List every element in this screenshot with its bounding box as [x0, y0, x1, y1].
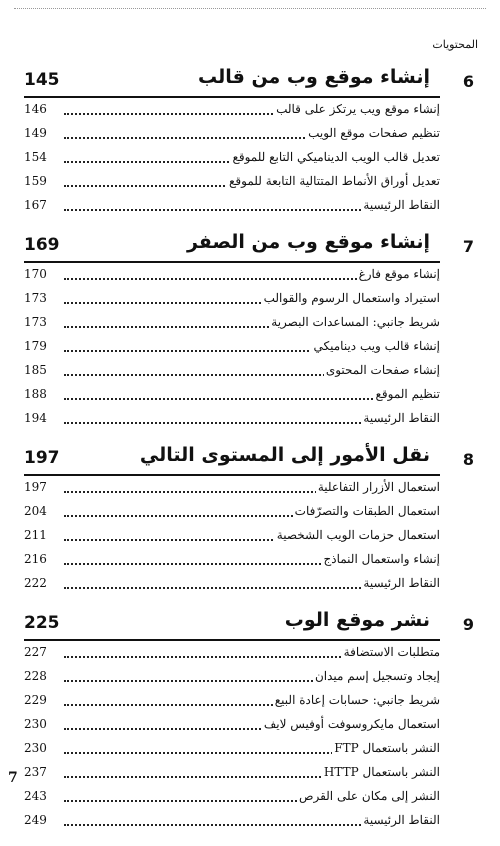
chapter-number: 6 [462, 72, 474, 91]
toc-entry[interactable] [20, 761, 480, 785]
entry-page: 149 [24, 126, 47, 140]
entry-title: استيراد واستعمال الرسوم والقوالب [263, 291, 440, 305]
chapter-heading[interactable] [20, 231, 480, 261]
entry-page: 228 [24, 669, 47, 683]
entry-page: 173 [24, 291, 47, 305]
entry-page: 243 [24, 789, 47, 803]
toc-entry[interactable] [20, 737, 480, 761]
toc-entry[interactable] [20, 548, 480, 572]
chapter-heading[interactable] [20, 444, 480, 474]
toc-entry[interactable] [20, 146, 480, 170]
toc-entry[interactable] [20, 383, 480, 407]
chapter-page: 145 [24, 70, 60, 90]
chapter-page: 197 [24, 448, 60, 468]
chapter-entries [20, 98, 480, 218]
entry-title: استعمال الأزرار التفاعلية [317, 480, 440, 494]
entry-page: 167 [24, 198, 47, 212]
entry-page: 173 [24, 315, 47, 329]
chapter-number: 7 [462, 237, 474, 256]
chapter-entries [20, 476, 480, 596]
toc-entry[interactable] [20, 194, 480, 218]
chapter-6 [20, 66, 480, 218]
entry-page: 249 [24, 813, 47, 827]
toc-entry[interactable] [20, 122, 480, 146]
entry-title: النشر باستعمال HTTP [323, 765, 440, 779]
toc-entry[interactable] [20, 572, 480, 596]
toc-entry[interactable] [20, 311, 480, 335]
entry-title: تنظيم الموقع [375, 387, 440, 401]
entry-page: 227 [24, 645, 47, 659]
entry-title: استعمال مايكروسوفت أوفيس لايف [263, 717, 440, 731]
entry-page: 197 [24, 480, 47, 494]
entry-page: 185 [24, 363, 47, 377]
entry-page: 211 [24, 528, 47, 542]
entry-title: إنشاء موقع فارغ [358, 267, 440, 281]
table-of-contents [20, 66, 480, 846]
toc-entry[interactable] [20, 500, 480, 524]
toc-entry[interactable] [20, 665, 480, 689]
toc-entry[interactable] [20, 713, 480, 737]
entry-title: إنشاء صفحات المحتوى [325, 363, 440, 377]
entry-page: 194 [24, 411, 47, 425]
entry-title: إيجاد وتسجيل إسم ميدان [314, 669, 440, 683]
entry-title: إنشاء موقع ويب يرتكز على قالب [276, 102, 440, 116]
toc-entry[interactable] [20, 641, 480, 665]
chapter-number: 8 [462, 450, 474, 469]
entry-page: 230 [24, 741, 47, 755]
entry-title: إنشاء قالب ويب ديناميكي [313, 339, 440, 353]
entry-title: النقاط الرئيسية [363, 813, 440, 827]
entry-title: تعديل قالب الويب الديناميكي التابع للموقع [232, 150, 440, 164]
toc-entry[interactable] [20, 287, 480, 311]
entry-page: 237 [24, 765, 47, 779]
entry-page: 222 [24, 576, 47, 590]
toc-entry[interactable] [20, 407, 480, 431]
entry-page: 179 [24, 339, 47, 353]
chapter-entries [20, 263, 480, 431]
entry-title: النقاط الرئيسية [363, 198, 440, 212]
entry-page: 204 [24, 504, 47, 518]
chapter-title: إنشاء موقع وب من الصفر [186, 231, 430, 253]
toc-entry[interactable] [20, 476, 480, 500]
chapter-title: إنشاء موقع وب من قالب [198, 66, 430, 88]
chapter-page: 225 [24, 613, 60, 633]
chapter-7 [20, 231, 480, 431]
chapter-title: نقل الأمور إلى المستوى التالي [139, 444, 430, 466]
entry-title: استعمال حزمات الويب الشخصية [276, 528, 440, 542]
toc-entry[interactable] [20, 335, 480, 359]
entry-title: إنشاء واستعمال النماذج [323, 552, 440, 566]
chapter-heading[interactable] [20, 66, 480, 96]
entry-page: 229 [24, 693, 47, 707]
chapter-entries [20, 641, 480, 833]
entry-title: تعديل أوراق الأنماط المتتالية التابعة للموقع [229, 174, 440, 188]
chapter-number: 9 [462, 615, 474, 634]
chapter-title: نشر موقع الوب [284, 609, 430, 631]
entry-title: متطلبات الاستضافة [343, 645, 440, 659]
toc-entry[interactable] [20, 809, 480, 833]
entry-page: 216 [24, 552, 47, 566]
entry-title: استعمال الطبقات والتصرّفات [294, 504, 440, 518]
chapter-heading[interactable] [20, 609, 480, 639]
toc-entry[interactable] [20, 785, 480, 809]
toc-entry[interactable] [20, 359, 480, 383]
entry-page: 188 [24, 387, 47, 401]
toc-entry[interactable] [20, 98, 480, 122]
toc-entry[interactable] [20, 689, 480, 713]
chapter-9 [20, 609, 480, 833]
entry-title: تنظيم صفحات موقع الويب [308, 126, 440, 140]
entry-title: النقاط الرئيسية [363, 411, 440, 425]
toc-entry[interactable] [20, 263, 480, 287]
entry-page: 230 [24, 717, 47, 731]
entry-title: النقاط الرئيسية [363, 576, 440, 590]
running-header: المحتويات [432, 38, 478, 51]
entry-title: شريط جانبي: المساعدات البصرية [271, 315, 440, 329]
entry-page: 154 [24, 150, 47, 164]
entry-page: 146 [24, 102, 47, 116]
toc-entry[interactable] [20, 170, 480, 194]
entry-page: 159 [24, 174, 47, 188]
chapter-8 [20, 444, 480, 596]
chapter-page: 169 [24, 235, 60, 255]
toc-entry[interactable] [20, 524, 480, 548]
entry-page: 170 [24, 267, 47, 281]
entry-title: النشر إلى مكان على القرص [298, 789, 440, 803]
page-number: 7 [8, 770, 18, 786]
entry-title: شريط جانبي: حسابات إعادة البيع [274, 693, 440, 707]
top-dotted-rule [14, 8, 486, 9]
entry-title: النشر باستعمال FTP [334, 741, 440, 755]
